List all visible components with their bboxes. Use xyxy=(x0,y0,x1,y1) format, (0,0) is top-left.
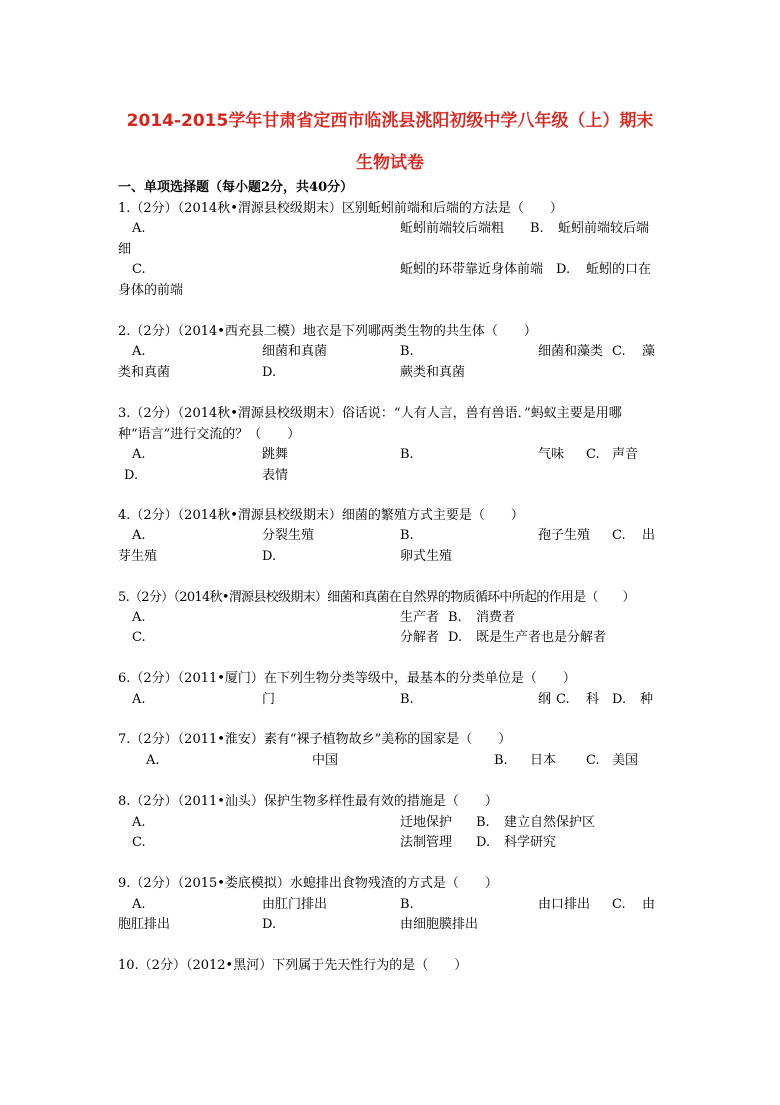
q4-label-d: D. xyxy=(262,549,277,564)
q2-option-d: 蕨类和真菌 xyxy=(400,365,466,380)
q5-label-c: C. xyxy=(132,630,146,645)
exam-title-line2: 生物试卷 xyxy=(356,153,424,173)
q9-label-d: D. xyxy=(262,917,277,932)
q3-option-b: 气味 xyxy=(538,447,565,462)
q3-label-c: C. xyxy=(586,447,600,462)
q4-label-c: C. xyxy=(612,528,626,543)
q1-option-c: 蚯蚓的环带靠近身体前端 xyxy=(400,262,544,277)
q1-label-a: A. xyxy=(132,221,146,236)
q6-label-a: A. xyxy=(132,692,146,707)
q1-option-a: 蚯蚓前端较后端粗 xyxy=(400,221,505,236)
q7-option-c: 美国 xyxy=(612,753,639,768)
q8-option-b: 建立自然保护区 xyxy=(504,815,596,830)
q9-stem: 9.（2分）（2015•娄底模拟）水螅排出食物残渣的方式是（ ） xyxy=(118,876,498,891)
q8-option-d: 科学研究 xyxy=(504,835,557,850)
q3-label-d: D. xyxy=(124,468,139,483)
q5-label-a: A. xyxy=(132,610,146,625)
q2-option-a: 细菌和真菌 xyxy=(262,344,328,359)
q8-label-c: C. xyxy=(132,835,146,850)
q3-label-b: B. xyxy=(400,447,414,462)
q4-option-d: 卵式生殖 xyxy=(400,549,453,564)
q10-stem: 10.（2分）（2012•黑河）下列属于先天性行为的是（ ） xyxy=(118,958,468,973)
q9-label-c: C. xyxy=(612,897,626,912)
q2-label-c: C. xyxy=(612,344,626,359)
q2-option-b: 细菌和藻类 xyxy=(538,344,604,359)
q8-stem: 8.（2分）（2011•汕头）保护生物多样性最有效的措施是（ ） xyxy=(118,794,498,809)
q6-label-b: B. xyxy=(400,692,414,707)
q3-option-c: 声音 xyxy=(612,447,639,462)
q1-option-b-cont: 细 xyxy=(118,242,132,257)
q3-stem: 3.（2分）（2014秋•渭源县校级期末）俗话说：“人有人言，兽有兽语．”蚂蚁主要是用哪 xyxy=(118,406,622,421)
q9-option-c-cont: 胞肛排出 xyxy=(118,917,171,932)
q1-option-d-cont: 身体的前端 xyxy=(118,283,184,298)
q1-label-c: C. xyxy=(132,262,146,277)
q1-option-b: 蚯蚓前端较后端 xyxy=(558,221,650,236)
q4-label-a: A. xyxy=(132,528,146,543)
q8-option-c: 法制管理 xyxy=(400,835,453,850)
q6-option-c: 科 xyxy=(586,692,600,707)
q6-stem: 6.（2分）（2011•厦门）在下列生物分类等级中，最基本的分类单位是（ ） xyxy=(118,671,576,686)
q4-option-c-cont: 芽生殖 xyxy=(118,549,158,564)
q5-option-d: 既是生产者也是分解者 xyxy=(476,630,607,645)
q4-option-c: 出 xyxy=(642,528,656,543)
q6-option-d: 种 xyxy=(640,692,654,707)
q8-label-d: D. xyxy=(476,835,491,850)
q2-option-c: 藻 xyxy=(642,344,656,359)
q5-label-b: B. xyxy=(448,610,462,625)
q3-option-d: 表情 xyxy=(262,468,289,483)
q9-label-b: B. xyxy=(400,897,414,912)
q6-option-b: 纲 xyxy=(538,692,552,707)
q8-label-a: A. xyxy=(132,815,146,830)
q2-option-c-cont: 类和真菌 xyxy=(118,365,171,380)
q6-label-c: C. xyxy=(556,692,570,707)
q6-label-d: D. xyxy=(612,692,627,707)
q9-label-a: A. xyxy=(132,897,146,912)
q5-label-d: D. xyxy=(448,630,463,645)
q9-option-d: 由细胞膜排出 xyxy=(400,917,479,932)
q4-option-a: 分裂生殖 xyxy=(262,528,315,543)
q3-label-a: A. xyxy=(132,447,146,462)
exam-title-line1: 2014-2015学年甘肃省定西市临洮县洮阳初级中学八年级（上）期末 xyxy=(126,111,654,131)
q8-label-b: B. xyxy=(476,815,490,830)
q7-label-b: B. xyxy=(494,753,508,768)
q7-label-a: A. xyxy=(146,753,160,768)
q7-label-c: C. xyxy=(586,753,600,768)
q7-stem: 7.（2分）（2011•淮安）素有“裸子植物故乡”美称的国家是（ ） xyxy=(118,732,512,747)
q3-option-a: 跳舞 xyxy=(262,447,289,462)
q5-option-a: 生产者 xyxy=(400,610,440,625)
q6-option-a: 门 xyxy=(262,692,276,707)
q9-option-b: 由口排出 xyxy=(538,897,591,912)
q7-option-a: 中国 xyxy=(312,753,339,768)
q4-option-b: 孢子生殖 xyxy=(538,528,591,543)
q8-option-a: 迁地保护 xyxy=(400,815,453,830)
q9-option-c: 由 xyxy=(642,897,656,912)
q1-option-d: 蚯蚓的口在 xyxy=(586,262,652,277)
q2-label-d: D. xyxy=(262,365,277,380)
q9-option-a: 由肛门排出 xyxy=(262,897,328,912)
q2-label-a: A. xyxy=(132,344,146,359)
q2-label-b: B. xyxy=(400,344,414,359)
q4-label-b: B. xyxy=(400,528,414,543)
q5-option-c: 分解者 xyxy=(400,630,440,645)
q7-option-b: 日本 xyxy=(530,753,557,768)
q1-stem: 1.（2分）（2014秋•渭源县校级期末）区别蚯蚓前端和后端的方法是（ ） xyxy=(118,201,563,216)
q5-stem: 5.（2分）（2014秋•渭源县校级期末）细菌和真菌在自然界的物质循环中所起的作用是（ ） xyxy=(118,590,635,605)
q3-stem-cont: 种“语言”进行交流的？（ ） xyxy=(118,427,301,442)
q4-stem: 4.（2分）（2014秋•渭源县校级期末）细菌的繁殖方式主要是（ ） xyxy=(118,508,524,523)
section-heading: 一、单项选择题（每小题2分，共40分） xyxy=(118,180,354,195)
q5-option-b: 消费者 xyxy=(476,610,516,625)
q1-label-d: D. xyxy=(556,262,571,277)
q1-label-b: B. xyxy=(530,221,544,236)
q2-stem: 2.（2分）（2014•西充县二模）地衣是下列哪两类生物的共生体（ ） xyxy=(118,324,537,339)
